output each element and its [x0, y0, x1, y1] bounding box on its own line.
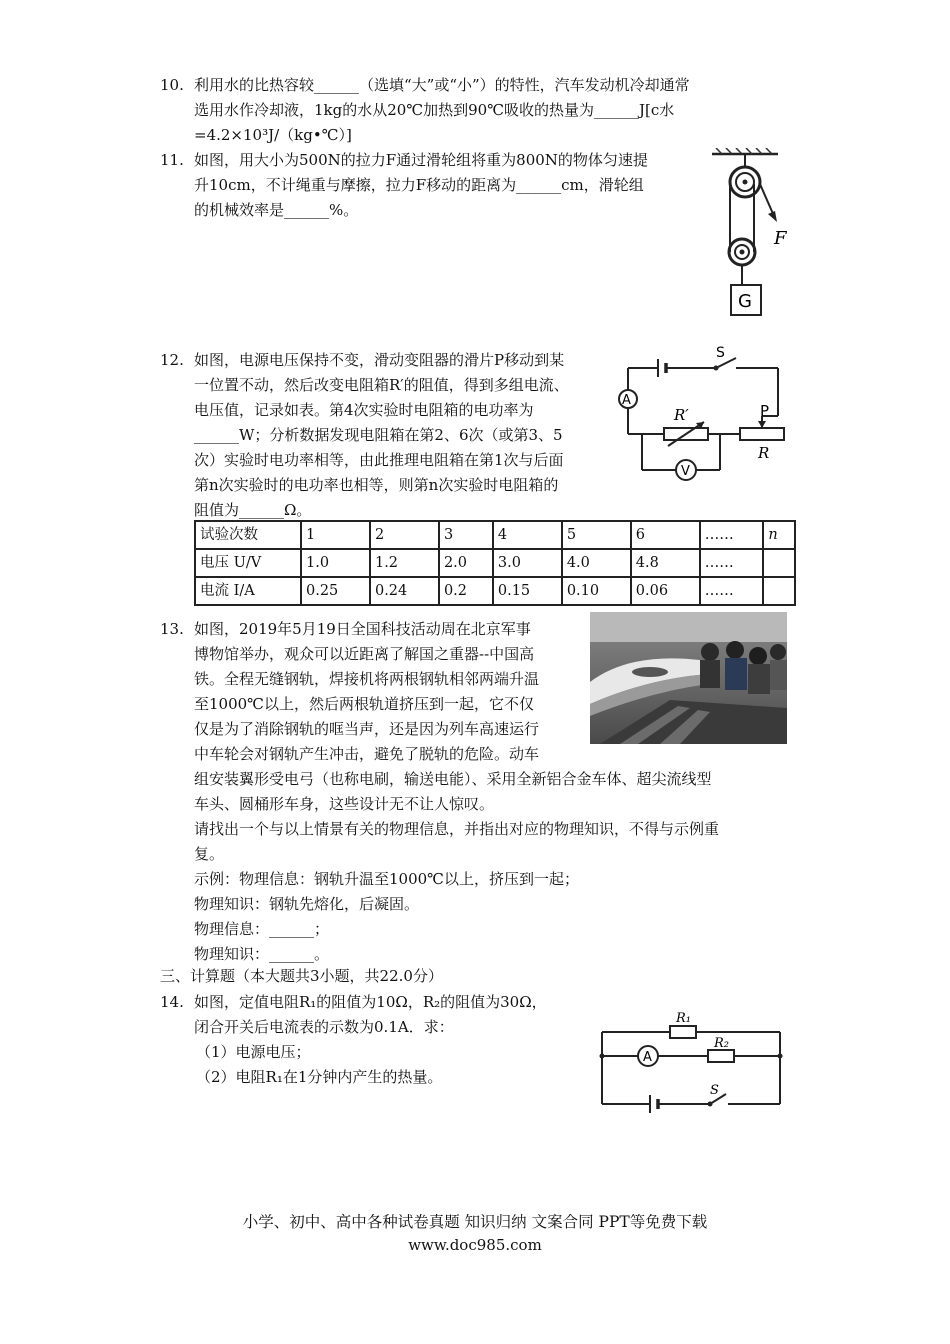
table-cell: n	[763, 521, 795, 549]
question-text-line: 博物馆举办，观众可以近距离了解国之重器--中国高	[194, 645, 535, 663]
question-text-line: 阻值为______Ω。	[194, 501, 312, 519]
question-text-line: 请找出一个与以上情景有关的物理信息，并指出对应的物理知识，不得与示例重	[194, 820, 720, 838]
resistance-box-label: R′	[674, 406, 689, 424]
table-row	[195, 549, 795, 577]
switch-label: S	[716, 346, 725, 361]
circuit-diagram-parallel	[596, 1010, 786, 1114]
question-text-line: （1）电源电压；	[196, 1043, 311, 1061]
experiment-data-table	[194, 520, 796, 606]
question-text-line: 一位置不动，然后改变电阻箱R′的阻值，得到多组电流、	[194, 376, 569, 394]
table-cell: 3.0	[493, 549, 562, 577]
question-text-line: 如图，用大小为500N的拉力F通过滑轮组将重为800N的物体匀速提	[194, 151, 648, 169]
footer-line-1: 小学、初中、高中各种试卷真题 知识归纳 文案合同 PPT等免费下载	[242, 1213, 708, 1231]
table-cell: 0.24	[370, 577, 439, 605]
table-cell: 0.15	[493, 577, 562, 605]
question-text-line: 的机械效率是______%。	[194, 201, 359, 219]
table-cell: 1.2	[370, 549, 439, 577]
question-text-line: 第n次实验时的电功率也相等，则第n次实验时电阻箱的	[194, 476, 559, 494]
question-text-line: ______W；分析数据发现电阻箱在第2、6次（或第3、5	[194, 426, 563, 444]
question-number: 13.	[160, 620, 184, 638]
question-text-line: 仅是为了消除钢轨的哐当声，还是因为列车高速运行	[194, 720, 540, 738]
weight-label: G	[738, 291, 752, 312]
rheostat-label: R	[758, 444, 770, 462]
table-cell: 电压 U/V	[195, 549, 301, 577]
table-cell: 试验次数	[195, 521, 301, 549]
table-cell: 4	[493, 521, 562, 549]
circuit-diagram-rheostat	[612, 346, 794, 488]
table-cell: 3	[439, 521, 493, 549]
question-text-line: 如图，定值电阻R₁的阻值为10Ω，R₂的阻值为30Ω，	[194, 993, 547, 1011]
table-cell	[763, 549, 795, 577]
table-cell: 0.25	[301, 577, 370, 605]
r1-label: R₁	[676, 1011, 691, 1026]
table-cell: 4.8	[631, 549, 700, 577]
question-text-line: 闭合开关后电流表的示数为0.1A．求：	[194, 1018, 454, 1036]
question-text-line: 升10cm，不计绳重与摩擦，拉力F移动的距离为______cm，滑轮组	[194, 176, 644, 194]
question-number: 12.	[160, 351, 184, 369]
question-text-line: 物理信息：______；	[194, 920, 330, 938]
question-text-line: 车头、圆桶形车身，这些设计无不让人惊叹。	[194, 795, 495, 813]
table-cell: 6	[631, 521, 700, 549]
table-cell: 4.0	[562, 549, 631, 577]
table-cell: 2	[370, 521, 439, 549]
table-row	[195, 577, 795, 605]
table-row	[195, 521, 795, 549]
question-number: 11.	[160, 151, 184, 169]
train-exhibit-photo	[590, 612, 787, 744]
question-number: 14.	[160, 993, 184, 1011]
question-text-line: =4.2×10³J/（kg•℃）]	[194, 126, 352, 144]
question-text-line: 电压值，记录如表。第4次实验时电阻箱的电功率为	[194, 401, 534, 419]
question-number: 10.	[160, 76, 184, 94]
table-cell: 1	[301, 521, 370, 549]
question-text-line: 利用水的比热容较______（选填“大”或“小”）的特性，汽车发动机冷却通常	[194, 76, 690, 94]
table-cell: 1.0	[301, 549, 370, 577]
question-text-line: 物理知识：______。	[194, 945, 330, 963]
question-text-line: 中车轮会对钢轨产生冲击，避免了脱轨的危险。动车	[194, 745, 540, 763]
table-cell: 电流 I/A	[195, 577, 301, 605]
question-text-line: 至1000℃以上，然后两根轨道挤压到一起，它不仅	[194, 695, 534, 713]
question-text-line: 物理知识：钢轨先熔化，后凝固。	[194, 895, 420, 913]
question-text-line: 次）实验时电功率相等，由此推理电阻箱在第1次与后面	[194, 451, 564, 469]
voltmeter-label: V	[681, 464, 690, 479]
pulley-diagram	[702, 148, 798, 320]
ammeter-label: A	[643, 1050, 652, 1065]
force-label: F	[774, 228, 787, 249]
table-cell: 2.0	[439, 549, 493, 577]
question-text-line: 组安装翼形受电弓（也称电刷，输送电能）、采用全新铝合金车体、超尖流线型	[194, 770, 712, 788]
table-cell: 0.06	[631, 577, 700, 605]
table-cell: 5	[562, 521, 631, 549]
question-text-line: 示例：物理信息：钢轨升温至1000℃以上，挤压到一起；	[194, 870, 579, 888]
section-heading: 三、计算题（本大题共3小题，共22.0分）	[160, 967, 443, 985]
question-text-line: 复。	[194, 845, 225, 863]
question-text-line: 选用水作冷却液，1kg的水从20℃加热到90℃吸收的热量为______J[c水	[194, 101, 675, 119]
question-text-line: 如图，2019年5月19日全国科技活动周在北京军事	[194, 620, 531, 638]
table-cell: 0.10	[562, 577, 631, 605]
table-cell: ……	[700, 577, 764, 605]
question-text-line: （2）电阻R₁在1分钟内产生的热量。	[196, 1068, 443, 1086]
r2-label: R₂	[714, 1036, 729, 1051]
table-cell: ……	[700, 521, 764, 549]
slider-label: P	[760, 402, 770, 420]
question-text-line: 铁。全程无缝钢轨，焊接机将两根钢轨相邻两端升温	[194, 670, 540, 688]
question-text-line: 如图，电源电压保持不变，滑动变阻器的滑片P移动到某	[194, 351, 565, 369]
table-cell: 0.2	[439, 577, 493, 605]
ammeter-label: A	[622, 393, 631, 408]
table-cell: ……	[700, 549, 764, 577]
switch-label: S	[710, 1083, 719, 1098]
footer-website[interactable]: www.doc985.com	[408, 1236, 542, 1254]
table-cell	[763, 577, 795, 605]
